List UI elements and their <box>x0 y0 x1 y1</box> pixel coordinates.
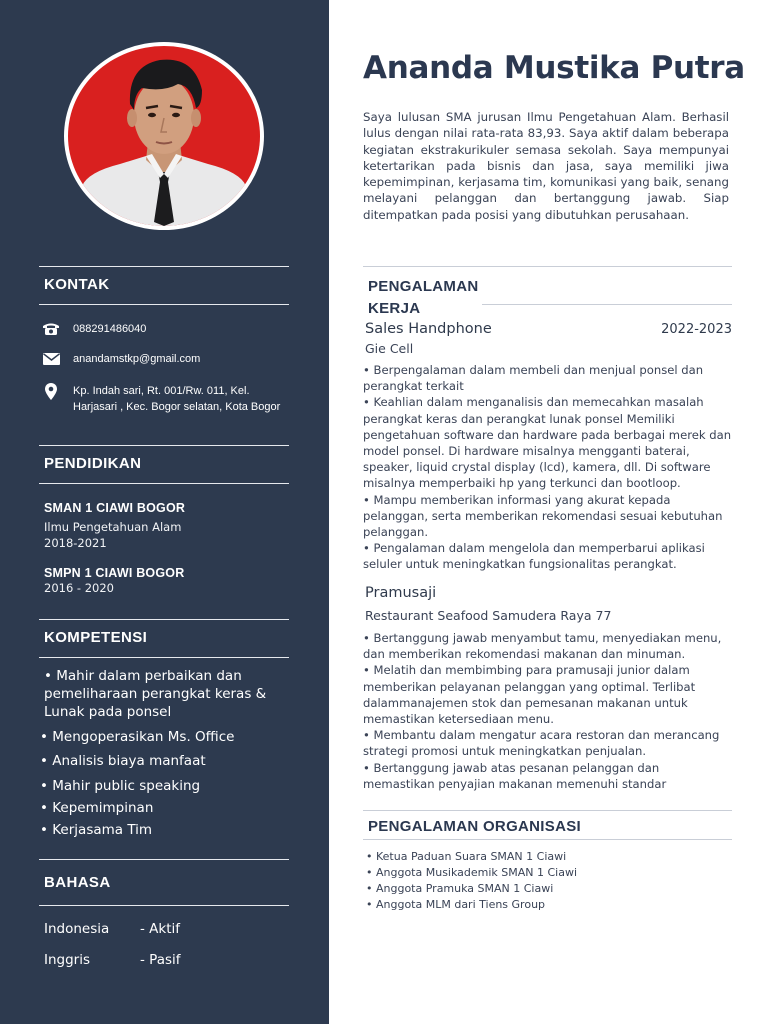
language-heading-text: BAHASA <box>44 874 111 891</box>
organization-item: • Anggota Musikademik SMAN 1 Ciawi <box>366 866 578 879</box>
email-address[interactable]: anandamstkp@gmail.com <box>73 353 201 365</box>
address-line-2: Harjasari , Kec. Bogor selatan, Kota Bogor <box>73 401 281 413</box>
job-title: Pramusaji <box>365 585 437 601</box>
profile-photo <box>64 42 264 230</box>
education-years: 2016 - 2020 <box>44 581 114 595</box>
language-level: - Aktif <box>140 921 181 937</box>
skills-heading-text: KOMPETENSI <box>44 629 148 646</box>
education-school: SMPN 1 CIAWI BOGOR <box>44 566 185 580</box>
job-company: Restaurant Seafood Samudera Raya 77 <box>365 608 612 623</box>
skills-heading <box>39 619 289 658</box>
job-description: • Berpengalaman dalam membeli dan menjual ponsel dan perangkat terkait • Keahlian dalam menganalisis dan memecahkan masalah perangkat keras dan perangkat lunak ponsel Memiliki pengetahuan software dan hardware pada berbagai merek dan model ponsel. Di hardware misalnya mengganti baterai, speaker, liquid crystal display (lcd), kamera, dll. Di software misalnya memperbaiki hp yang terkunci dan bootloop. • Mampu memberikan informasi yang akurat kepada pelanggan, serta memberikan rekomendasi sesuai kebutuhan pelanggan. • Pengalaman dalam mengelola dan memperbarui aplikasi seluler untuk meningkatkan fungsionalitas perangkat. <box>363 363 732 572</box>
mail-icon <box>42 351 60 367</box>
phone-number[interactable]: 088291486040 <box>73 323 147 335</box>
job-description: • Bertanggung jawab menyambut tamu, menyediakan menu, dan memberikan rekomendasi makanan dan minuman. • Melatih dan membimbing para pramusaji junior dalam memberikan pelayanan pelanggan yang optimal. Terlibat dalammanajemen stok dan pemesanan makanan untuk memastikan ketersediaan menu. • Membantu dalam mengatur acara restoran dan merancang strategi promosi untuk meningkatkan penjualan. • Bertanggung jawab atas pesanan pelanggan dan memastikan penyajian makanan memenuhi standar <box>363 631 722 791</box>
organization-item: • Anggota Pramuka SMAN 1 Ciawi <box>366 882 554 895</box>
education-school: SMAN 1 CIAWI BOGOR <box>44 501 186 515</box>
experience-heading-text: PENGALAMAN KERJA <box>368 278 479 317</box>
skill-item: • Analisis biaya manfaat <box>40 753 206 769</box>
contact-heading <box>39 266 289 305</box>
contact-address <box>42 383 280 415</box>
language-item <box>44 921 181 937</box>
organization-heading-text: PENGALAMAN ORGANISASI <box>368 818 581 835</box>
education-years: 2018-2021 <box>44 536 107 550</box>
address-line-1: Kp. Indah sari, Rt. 001/Rw. 011, Kel. <box>73 385 250 397</box>
divider <box>482 304 732 305</box>
education-item <box>44 501 185 551</box>
skill-item: • Mengoperasikan Ms. Office <box>40 729 235 745</box>
candidate-name: Ananda Mustika Putra <box>363 50 745 86</box>
location-pin-icon <box>42 383 60 399</box>
skill-item: • Mahir dalam perbaikan dan pemeliharaan perangkat keras & Lunak pada ponsel <box>44 668 267 720</box>
contact-phone <box>42 321 146 337</box>
experience-heading <box>363 266 732 317</box>
contact-email <box>42 351 200 367</box>
education-item <box>44 566 184 596</box>
education-heading <box>39 445 289 484</box>
education-major: Ilmu Pengetahuan Alam <box>44 520 182 534</box>
skill-item: • Kerjasama Tim <box>40 822 153 838</box>
job-years: 2022-2023 <box>661 322 732 337</box>
job-company: Gie Cell <box>365 341 414 356</box>
organization-heading <box>363 818 732 840</box>
address-text <box>73 383 280 415</box>
divider <box>363 810 732 811</box>
skill-item: • Kepemimpinan <box>40 800 154 816</box>
language-level: - Pasif <box>140 952 181 968</box>
language-name: Inggris <box>44 952 91 968</box>
language-heading <box>39 859 289 906</box>
language-name: Indonesia <box>44 921 110 937</box>
phone-icon <box>42 321 60 337</box>
language-item <box>44 952 181 968</box>
job-title: Sales Handphone <box>365 321 492 337</box>
skill-item: • Mahir public speaking <box>40 778 201 794</box>
profile-summary: Saya lulusan SMA jurusan Ilmu Pengetahuan Alam. Berhasil lulus dengan nilai rata-rata 83,93. Saya aktif dalam beberapa kegiatan ekstrakurikuler semasa sekolah. Saya mempunyai ketertarikan pada bisnis dan jasa, saya memiliki jiwa kepemimpinan, kerjasama tim, komunikasi yang baik, senang melayani pelanggan dan bertanggung jawab. Siap ditempatkan pada posisi yang dibutuhkan perusahaan. <box>363 110 729 222</box>
organization-item: • Ketua Paduan Suara SMAN 1 Ciawi <box>366 850 567 863</box>
organization-item: • Anggota MLM dari Tiens Group <box>366 898 546 911</box>
education-heading-text: PENDIDIKAN <box>44 455 142 472</box>
sidebar <box>0 0 329 1024</box>
contact-heading-text: KONTAK <box>44 276 110 293</box>
